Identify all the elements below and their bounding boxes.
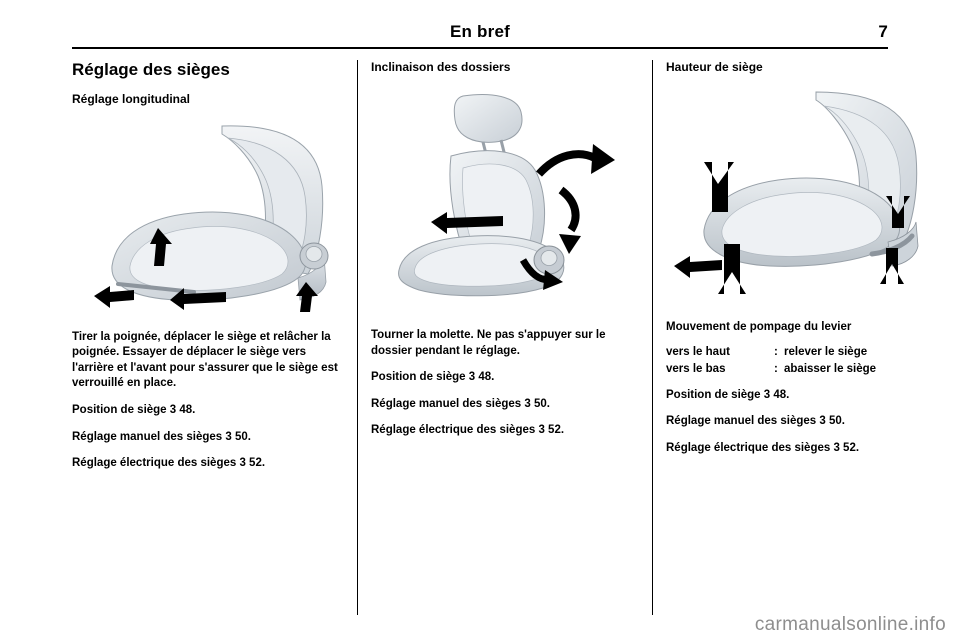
subsection-title-longitudinal: Réglage longitudinal — [72, 91, 191, 106]
seat-backrest-inclination-illustration — [371, 84, 636, 314]
ref-manual-seat-adjustment-3: Réglage manuel des sièges 3 50. — [666, 415, 845, 428]
section-title-backrest-inclination: Inclinaison des dossiers — [371, 60, 511, 74]
column-two — [371, 60, 636, 450]
definition-row-down — [666, 362, 931, 378]
ref-seat-position-2: Position de siège 3 48. — [371, 371, 495, 384]
section-title-seat-adjustment: Réglage des sièges — [72, 60, 230, 79]
seat-height-adjustment-illustration — [666, 84, 931, 306]
definition-term-up: vers le haut — [666, 345, 730, 358]
column-divider-1 — [357, 60, 358, 615]
paragraph-instructions: Tirer la poignée, déplacer le siège et relâcher la poignée. Essayer de déplacer le siège vers l'arrière et l'avant pour s'assurer que le siège est verrouillé en place. — [72, 330, 338, 390]
ref-seat-position-3: Position de siège 3 48. — [666, 388, 790, 401]
definition-desc-up: relever le siège — [784, 345, 868, 358]
definition-row-up — [666, 345, 931, 361]
ref-electric-seat-adjustment-2: Réglage électrique des sièges 3 52. — [371, 424, 565, 437]
definition-colon-up: : — [774, 345, 778, 358]
ref-seat-position: Position de siège 3 48. — [72, 404, 196, 416]
paragraph-lever-pumping: Mouvement de pompage du levier — [666, 321, 852, 334]
column-divider-2 — [652, 60, 653, 615]
section-title-seat-height: Hauteur de siège — [666, 60, 763, 74]
column-three — [666, 60, 931, 467]
watermark: carmanualsonline.info — [754, 614, 946, 635]
page-header — [72, 22, 888, 42]
ref-electric-seat-adjustment: Réglage électrique des sièges 3 52. — [72, 457, 266, 470]
ref-manual-seat-adjustment: Réglage manuel des sièges 3 50. — [72, 430, 251, 443]
definition-desc-down: abaisser le siège — [784, 363, 877, 376]
ref-manual-seat-adjustment-2: Réglage manuel des sièges 3 50. — [371, 397, 550, 410]
seat-longitudinal-adjustment-illustration — [72, 116, 337, 316]
page-title: En bref — [450, 22, 510, 41]
page-number: 7 — [878, 22, 888, 41]
column-one — [72, 60, 342, 483]
paragraph-turn-wheel: Tourner la molette. Ne pas s'appuyer sur le dossier pendant le réglage. — [371, 329, 606, 357]
definition-term-down: vers le bas — [666, 363, 726, 376]
ref-electric-seat-adjustment-3: Réglage électrique des sièges 3 52. — [666, 441, 860, 454]
definition-colon-down: : — [774, 363, 778, 376]
header-divider — [72, 47, 888, 49]
